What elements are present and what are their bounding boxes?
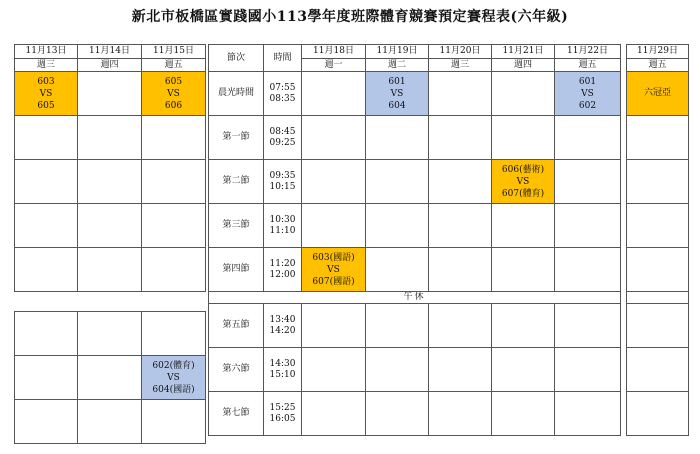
match-cell-d19-morning — [366, 72, 429, 116]
match-team-a: 603(國語) — [312, 252, 355, 263]
left-weekday-1: 週三 — [15, 59, 78, 72]
main-schedule-table — [208, 44, 621, 436]
empty-cell — [555, 204, 621, 248]
period-end: 16:05 — [269, 413, 296, 424]
right-date: 11月29日 — [627, 45, 689, 59]
main-weekday-3: 週三 — [429, 59, 492, 72]
match-vs: VS — [581, 88, 594, 99]
match-cell-d22-morning — [555, 72, 621, 116]
empty-cell — [78, 72, 142, 116]
empty-cell — [142, 312, 206, 356]
empty-cell — [555, 248, 621, 292]
empty-cell — [142, 248, 206, 292]
period-label: 第六節 — [209, 348, 264, 392]
period-end: 10:15 — [269, 181, 296, 192]
period-start: 09:35 — [269, 170, 296, 181]
empty-cell — [429, 116, 492, 160]
empty-cell — [627, 116, 689, 160]
empty-cell — [366, 160, 429, 204]
empty-cell — [78, 312, 142, 356]
empty-cell — [429, 392, 492, 436]
empty-cell — [15, 204, 78, 248]
period-start: 15:25 — [269, 402, 296, 413]
header-time: 時間 — [264, 45, 302, 72]
empty-cell — [429, 248, 492, 292]
empty-cell — [492, 204, 555, 248]
period-label: 第七節 — [209, 392, 264, 436]
period-label: 第五節 — [209, 304, 264, 348]
period-label: 晨光時間 — [209, 72, 264, 116]
empty-cell — [302, 160, 366, 204]
empty-cell — [492, 392, 555, 436]
empty-cell — [429, 348, 492, 392]
period-label: 第二節 — [209, 160, 264, 204]
empty-cell — [555, 116, 621, 160]
period-end: 15:10 — [269, 369, 296, 380]
left-date-1: 11月13日 — [15, 45, 78, 59]
period-end: 08:35 — [269, 93, 296, 104]
period-start: 10:30 — [269, 214, 296, 225]
empty-cell — [302, 348, 366, 392]
empty-cell — [302, 72, 366, 116]
match-vs: VS — [327, 264, 340, 275]
empty-cell — [366, 304, 429, 348]
match-team-b: 604 — [388, 100, 406, 111]
period-start: 13:40 — [269, 314, 296, 325]
period-label: 第四節 — [209, 248, 264, 292]
empty-cell — [627, 392, 689, 436]
empty-cell — [78, 248, 142, 292]
match-cell-d21-p2 — [492, 160, 555, 204]
empty-cell — [15, 116, 78, 160]
main-date-4: 11月21日 — [492, 45, 555, 59]
empty-cell — [627, 348, 689, 392]
match-vs: VS — [39, 88, 53, 99]
main-date-3: 11月20日 — [429, 45, 492, 59]
empty-cell — [78, 160, 142, 204]
page-title: 新北市板橋區實踐國小113學年度班際體育競賽預定賽程表(六年級) — [131, 9, 569, 25]
empty-cell — [366, 348, 429, 392]
period-end: 09:25 — [269, 137, 296, 148]
main-weekday-4: 週四 — [492, 59, 555, 72]
match-vs: VS — [516, 176, 530, 187]
empty-cell — [429, 304, 492, 348]
match-cell-d15-p6 — [142, 356, 206, 400]
empty-cell — [142, 160, 206, 204]
empty-cell — [627, 160, 689, 204]
empty-cell — [15, 400, 78, 444]
empty-cell — [492, 72, 555, 116]
empty-cell — [627, 304, 689, 348]
period-label: 第一節 — [209, 116, 264, 160]
empty-cell — [78, 400, 142, 444]
empty-cell — [78, 204, 142, 248]
match-cell-d29-final: 六冠亞 — [627, 72, 689, 116]
match-team-a: 602(體育) — [152, 360, 195, 371]
match-team-a: 601 — [388, 76, 406, 87]
period-time — [264, 304, 302, 348]
match-team-b: 607(體育) — [501, 188, 545, 199]
empty-cell — [142, 116, 206, 160]
match-team-b: 604(國語) — [152, 384, 195, 395]
left-schedule-table — [14, 44, 206, 292]
period-end: 14:20 — [269, 325, 296, 336]
match-vs: VS — [167, 372, 180, 383]
empty-cell — [366, 204, 429, 248]
left-date-3: 11月15日 — [142, 45, 206, 59]
match-vs: VS — [167, 88, 180, 99]
empty-cell — [78, 116, 142, 160]
period-time — [264, 72, 302, 116]
left-afternoon-table — [14, 311, 206, 444]
period-time — [264, 248, 302, 292]
match-team-b: 605 — [37, 100, 55, 111]
left-weekday-3: 週五 — [142, 59, 206, 72]
period-label: 第三節 — [209, 204, 264, 248]
empty-cell — [429, 72, 492, 116]
right-schedule-table — [626, 44, 689, 436]
empty-cell — [555, 304, 621, 348]
period-time — [264, 392, 302, 436]
main-weekday-1: 週一 — [302, 59, 366, 72]
match-team-b: 602 — [578, 100, 597, 111]
empty-cell — [78, 356, 142, 400]
match-vs: VS — [390, 88, 404, 99]
empty-cell — [627, 292, 689, 304]
main-date-2: 11月19日 — [366, 45, 429, 59]
empty-cell — [15, 312, 78, 356]
period-time — [264, 348, 302, 392]
period-end: 11:10 — [269, 225, 296, 236]
match-team-a: 603 — [37, 76, 55, 87]
empty-cell — [492, 116, 555, 160]
empty-cell — [492, 248, 555, 292]
empty-cell — [555, 160, 621, 204]
empty-cell — [366, 248, 429, 292]
period-time — [264, 116, 302, 160]
empty-cell — [627, 204, 689, 248]
match-team-b: 606 — [164, 100, 183, 111]
left-date-2: 11月14日 — [78, 45, 142, 59]
empty-cell — [492, 348, 555, 392]
empty-cell — [15, 248, 78, 292]
empty-cell — [492, 304, 555, 348]
empty-cell — [627, 248, 689, 292]
period-start: 11:20 — [269, 258, 296, 269]
match-team-b: 607(國語) — [312, 276, 355, 287]
left-weekday-2: 週四 — [78, 59, 142, 72]
empty-cell — [142, 204, 206, 248]
empty-cell — [429, 160, 492, 204]
empty-cell — [366, 116, 429, 160]
empty-cell — [366, 392, 429, 436]
main-date-1: 11月18日 — [302, 45, 366, 59]
match-cell-d18-p4 — [302, 248, 366, 292]
match-team-a: 606(藝術) — [501, 164, 545, 175]
empty-cell — [555, 348, 621, 392]
period-start: 08:45 — [269, 126, 296, 137]
right-weekday: 週五 — [627, 59, 689, 72]
main-date-5: 11月22日 — [555, 45, 621, 59]
empty-cell — [302, 116, 366, 160]
empty-cell — [142, 400, 206, 444]
match-team-a: 605 — [164, 76, 183, 87]
empty-cell — [555, 392, 621, 436]
noon-break-row: 午休 — [209, 292, 621, 304]
main-weekday-5: 週五 — [555, 59, 621, 72]
period-start: 14:30 — [269, 358, 296, 369]
empty-cell — [302, 304, 366, 348]
empty-cell — [15, 160, 78, 204]
empty-cell — [429, 204, 492, 248]
period-time — [264, 160, 302, 204]
empty-cell — [302, 392, 366, 436]
header-period: 節次 — [209, 45, 264, 72]
period-start: 07:55 — [269, 82, 296, 93]
match-cell-d13-morning — [15, 72, 78, 116]
match-cell-d15-morning — [142, 72, 206, 116]
period-time — [264, 204, 302, 248]
empty-cell — [302, 204, 366, 248]
empty-cell — [15, 356, 78, 400]
period-end: 12:00 — [269, 269, 296, 280]
match-team-a: 601 — [578, 76, 597, 87]
main-weekday-2: 週二 — [366, 59, 429, 72]
